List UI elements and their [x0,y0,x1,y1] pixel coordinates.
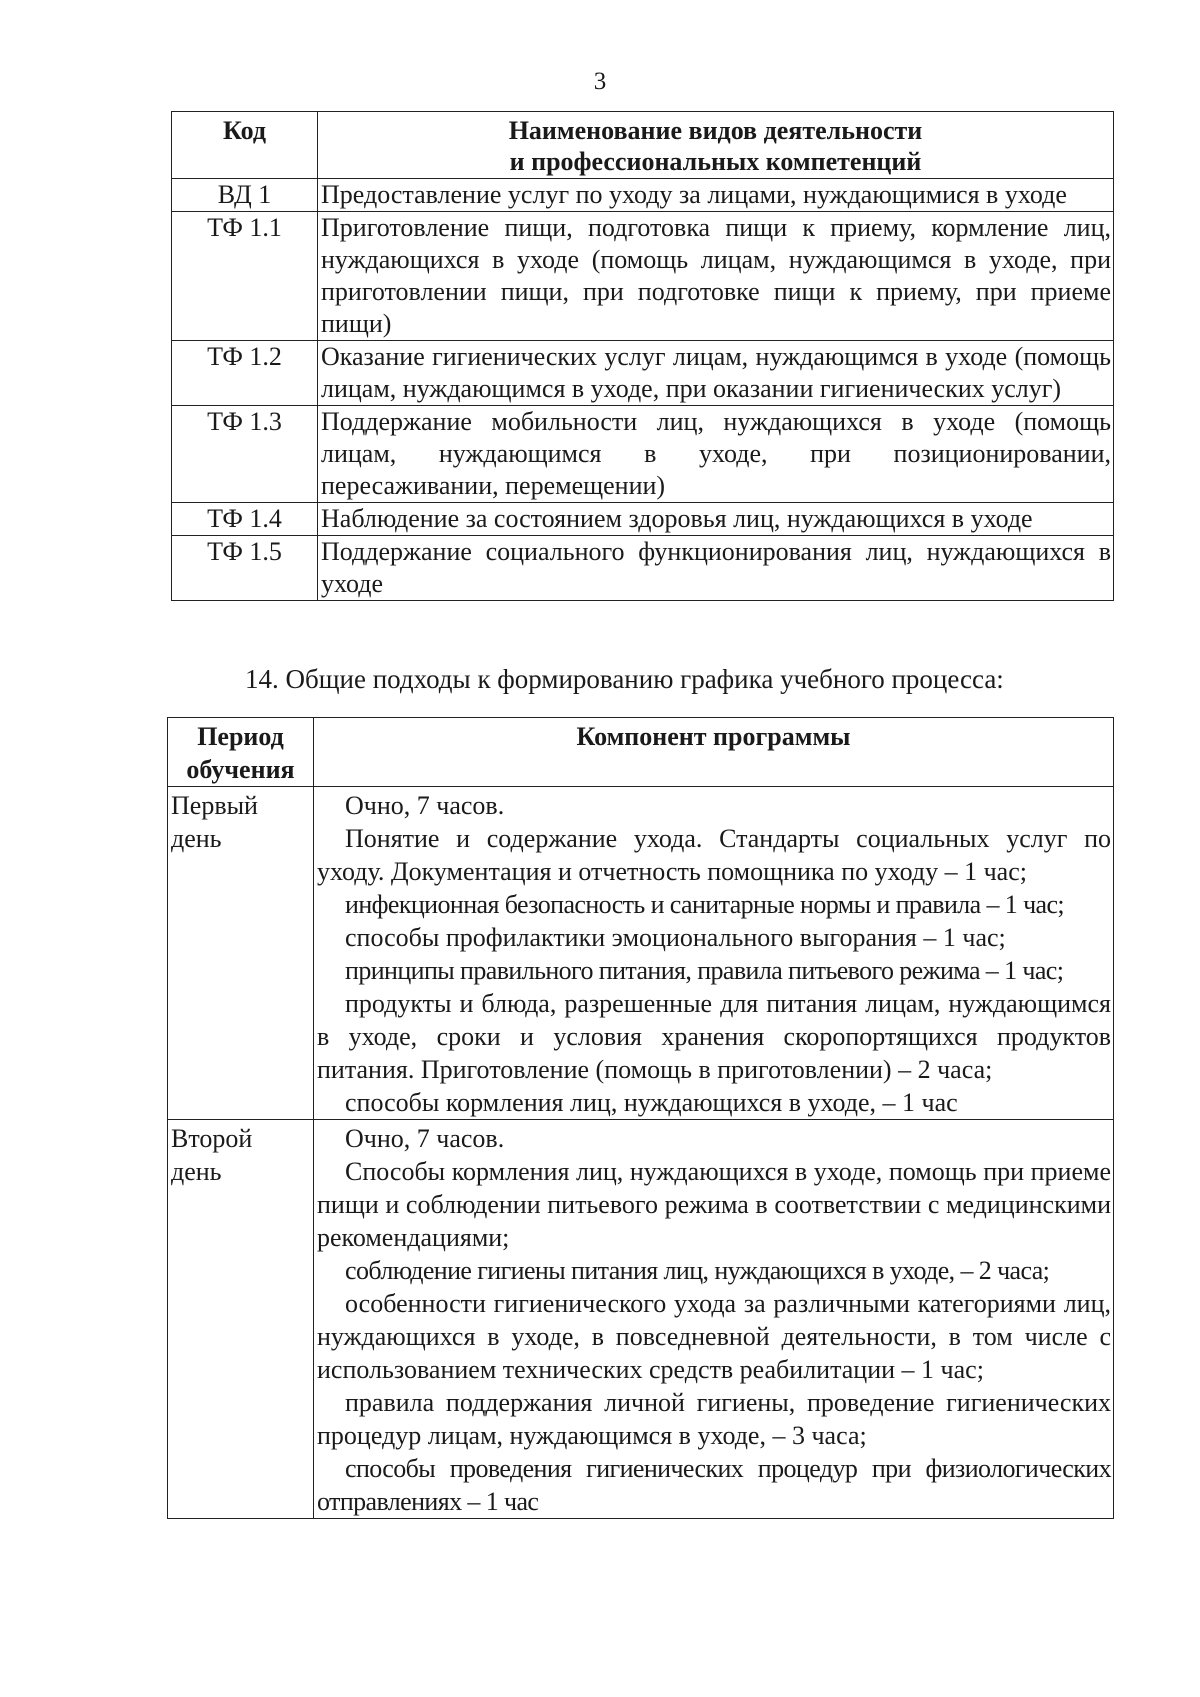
row-code: ТФ 1.5 [172,536,318,601]
table-header-row [172,112,1114,179]
row-text: Поддержание мобильности лиц, нуждающихся в уходе (помощь лицам, нуждающимся в уходе, при позиционировании, пересаживании, перемещении) [318,406,1114,503]
row-text: Наблюдение за состоянием здоровья лиц, нуждающихся в уходе [318,503,1114,536]
paragraph: принципы правильного питания, правила питьевого режима – 1 час; [345,956,1064,985]
table-row [172,406,1114,503]
period-day2-line2: день [171,1157,222,1186]
header-name-line1: Наименование видов деятельности [508,116,923,145]
row-text: Оказание гигиенических услуг лицам, нуждающимся в уходе (помощь лицам, нуждающимся в уходе, при оказании гигиенических услуг) [318,341,1114,406]
paragraph: способы профилактики эмоционального выгорания – 1 час; [345,923,1006,952]
table-row [172,179,1114,212]
row-code: ТФ 1.4 [172,503,318,536]
period-day1 [168,787,314,1120]
row-code: ВД 1 [172,179,318,212]
paragraph: правила поддержания личной гигиены, проведение гигиенических процедур лицам, нуждающимся в уходе, – 3 часа; [317,1388,1111,1450]
period-day1-line1: Первый [171,791,258,820]
paragraph: инфекционная безопасность и санитарные нормы и правила – 1 час; [345,890,1065,919]
day2-content [314,1120,1114,1519]
paragraph: Очно, 7 часов. [345,791,505,820]
section-14-title: 14. Общие подходы к формированию графика учебного процесса: [245,664,1004,694]
period-day1-line2: день [171,824,222,853]
row-text: Поддержание социального функционирования лиц, нуждающихся в уходе [318,536,1114,601]
header-component: Компонент программы [314,718,1114,787]
schedule-table [167,717,1114,1519]
competencies-table [171,111,1114,601]
paragraph: особенности гигиенического ухода за различными категориями лиц, нуждающихся в уходе, в повседневной деятельности, в том числе с использованием технических средств реабилитации – 1 час; [317,1289,1111,1384]
header-period-line1: Период [197,722,284,751]
header-name [318,112,1114,179]
row-code: ТФ 1.3 [172,406,318,503]
paragraph: Способы кормления лиц, нуждающихся в уходе, помощь при приеме пищи и соблюдении питьевого режима в соответствии с медицинскими рекомендациями; [317,1157,1111,1252]
paragraph: способы проведения гигиенических процедур при физиологических отправлениях – 1 час [317,1454,1111,1516]
header-name-line2: и профессиональных компетенций [509,147,922,176]
paragraph: Очно, 7 часов. [345,1124,505,1153]
period-day2-line1: Второй [171,1124,253,1153]
day1-content [314,787,1114,1120]
page-number: 3 [593,68,607,95]
table-row [168,1120,1114,1519]
row-text: Предоставление услуг по уходу за лицами, нуждающимися в уходе [318,179,1114,212]
table-row [172,536,1114,601]
header-code: Код [172,112,318,179]
table-row [172,212,1114,341]
paragraph: способы кормления лиц, нуждающихся в уходе, – 1 час [345,1088,958,1117]
table-row [172,341,1114,406]
period-day2 [168,1120,314,1519]
paragraph: соблюдение гигиены питания лиц, нуждающихся в уходе, – 2 часа; [345,1256,1050,1285]
header-period [168,718,314,787]
row-code: ТФ 1.1 [172,212,318,341]
row-text: Приготовление пищи, подготовка пищи к приему, кормление лиц, нуждающихся в уходе (помощь лицам, нуждающимся в уходе, при приготовлении пищи, при подготовке пищи к приему, при приеме пищи) [318,212,1114,341]
paragraph: Понятие и содержание ухода. Стандарты социальных услуг по уходу. Документация и отчетность помощника по уходу – 1 час; [317,824,1111,886]
row-code: ТФ 1.2 [172,341,318,406]
header-period-line2: обучения [186,755,295,784]
table-header-row [168,718,1114,787]
table-row [172,503,1114,536]
table-row [168,787,1114,1120]
paragraph: продукты и блюда, разрешенные для питания лицам, нуждающимся в уходе, сроки и условия хранения скоропортящихся продуктов питания. Приготовление (помощь в приготовлении) – 2 часа; [317,989,1111,1084]
